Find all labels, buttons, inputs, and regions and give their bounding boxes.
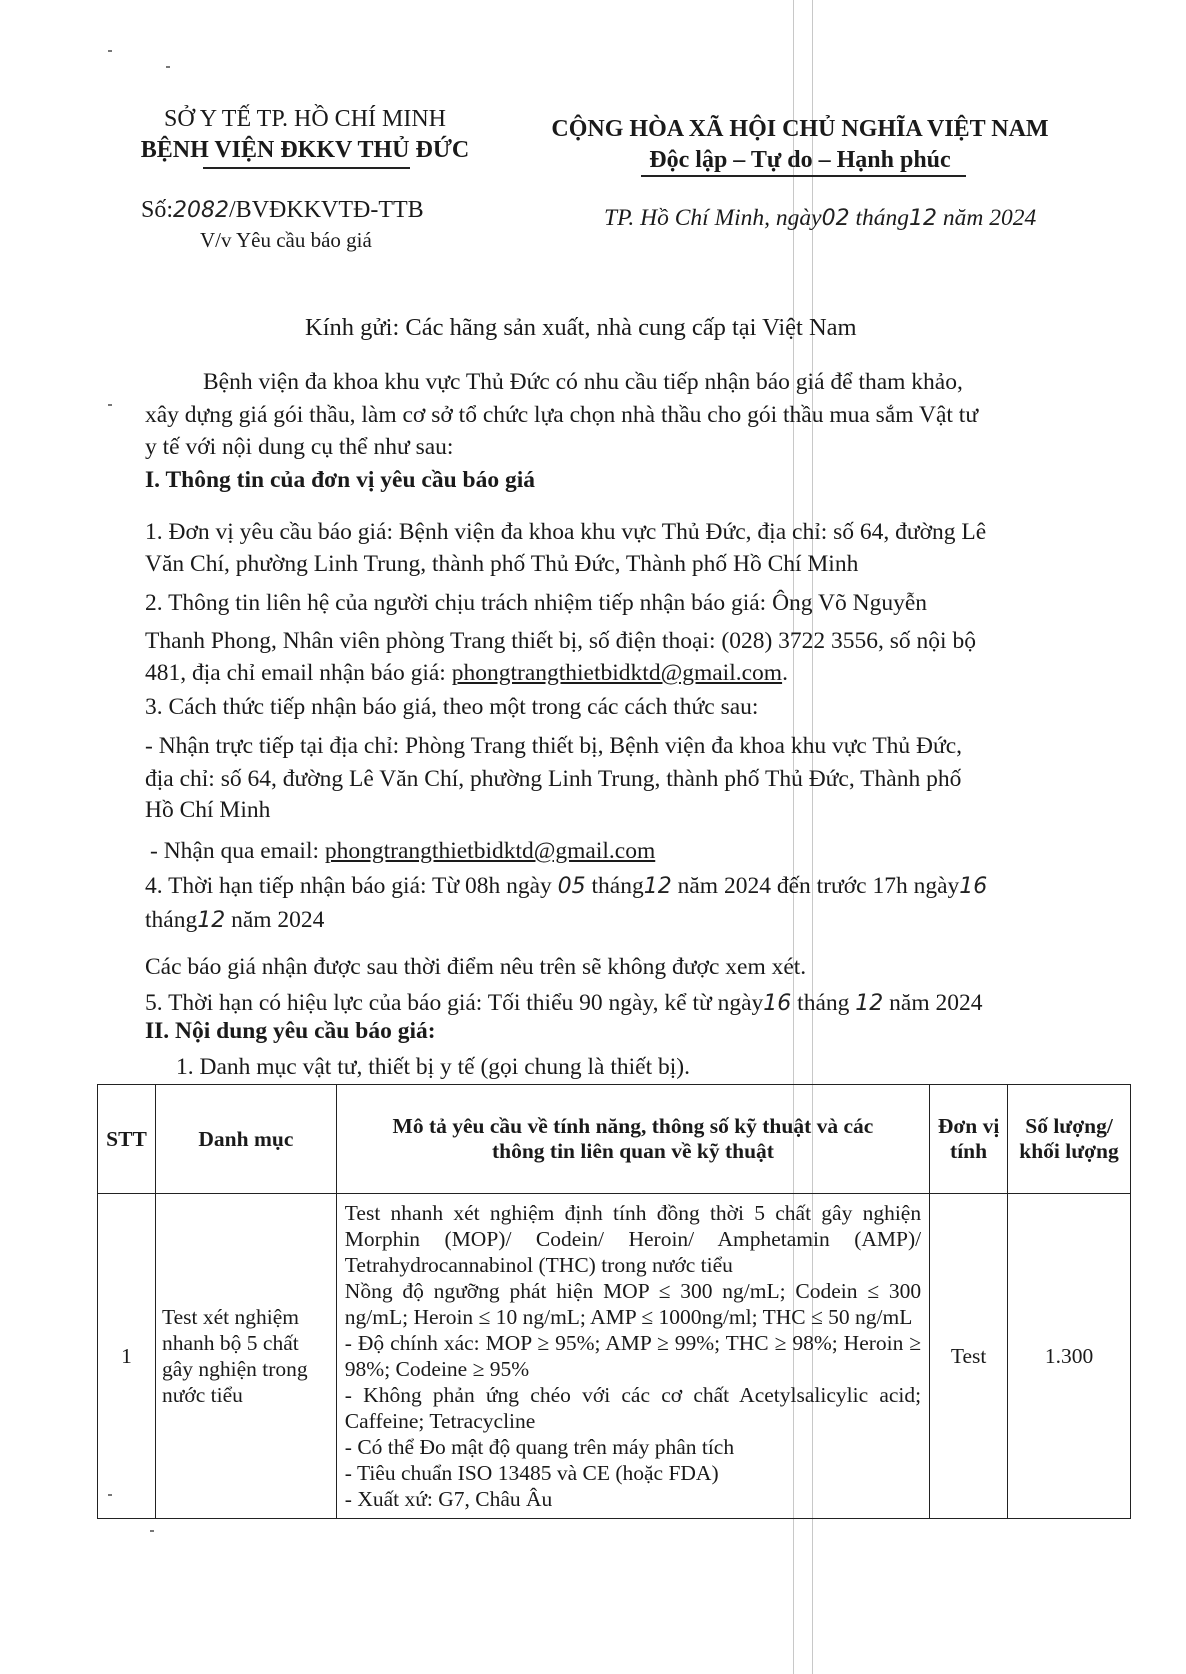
desc-line: - Không phản ứng chéo với các cơ chất Acetylsalicylic acid; Caffeine; Tetracycline — [344, 1383, 922, 1433]
handwritten-month: 12 — [909, 206, 938, 231]
national-motto: Độc lập – Tự do – Hạnh phúc — [649, 147, 951, 173]
handwritten-day: 16 — [763, 991, 792, 1016]
item-line — [150, 838, 655, 865]
item-line: 2. Thông tin liên hệ của người chịu trách nhiệm tiếp nhận báo giá: Ông Võ Nguyễn — [145, 590, 928, 616]
cell-mo-ta — [336, 1194, 929, 1519]
text: năm 2024 — [889, 990, 983, 1016]
desc-line: - Tiêu chuẩn ISO 13485 và CE (hoặc FDA) — [344, 1461, 719, 1485]
handwritten-month: 12 — [855, 991, 884, 1016]
hospital-name-underline — [203, 167, 410, 169]
intro-line: Bệnh viện đa khoa khu vực Thủ Đức có nhu cầu tiếp nhận báo giá để tham khảo, — [203, 369, 963, 395]
item-line: 1. Đơn vị yêu cầu báo giá: Bệnh viện đa khoa khu vực Thủ Đức, địa chỉ: số 64, đường Lê — [145, 519, 987, 545]
col-so-luong: Số lượng/ khối lượng — [1008, 1085, 1131, 1194]
desc-line: Nồng độ ngưỡng phát hiện MOP ≤ 300 ng/mL; Codein ≤ 300 ng/mL; Heroin ≤ 10 ng/mL; AMP ≤ 1000ng/ml; THC ≤ 50 ng/mL — [344, 1279, 922, 1329]
item-line: - Nhận trực tiếp tại địa chỉ: Phòng Trang thiết bị, Bệnh viện đa khoa khu vực Thủ Đức, — [145, 733, 963, 759]
item-line: Các báo giá nhận được sau thời điểm nêu trên sẽ không được xem xét. — [145, 954, 807, 980]
item-line — [145, 873, 987, 900]
table-row — [98, 1194, 1131, 1519]
text: tháng — [591, 873, 644, 899]
year-label: năm 2024 — [942, 205, 1037, 231]
email-link[interactable]: phongtrangthietbidktd@gmail.com — [451, 660, 783, 686]
document-number — [141, 197, 424, 224]
intro-line: xây dựng giá gói thầu, làm cơ sở tổ chức lựa chọn nhà thầu cho gói thầu mua sắm Vật tư — [145, 402, 979, 428]
national-motto-underline — [641, 175, 966, 177]
item-line: Văn Chí, phường Linh Trung, thành phố Thủ Đức, Thành phố Hồ Chí Minh — [145, 551, 859, 577]
handwritten-month: 12 — [643, 874, 672, 899]
email-link[interactable]: phongtrangthietbidktd@gmail.com — [324, 838, 656, 864]
item-line: 1. Danh mục vật tư, thiết bị y tế (gọi chung là thiết bị). — [176, 1054, 690, 1080]
item-line: 3. Cách thức tiếp nhận báo giá, theo một trong các cách thức sau: — [145, 694, 759, 720]
handwritten-day: 16 — [959, 874, 988, 899]
ministry-name: SỞ Y TẾ TP. HỒ CHÍ MINH — [163, 106, 447, 132]
desc-line: - Độ chính xác: MOP ≥ 95%; AMP ≥ 99%; THC ≥ 98%; Heroin ≥ 98%; Codeine ≥ 95% — [344, 1331, 922, 1381]
desc-line: - Có thể Đo mật độ quang trên máy phân tích — [344, 1435, 735, 1459]
email-dot: . — [782, 660, 788, 686]
table-header-row — [98, 1085, 1131, 1194]
scan-speck — [108, 404, 112, 406]
scan-speck — [150, 1530, 154, 1532]
text: tháng — [797, 990, 850, 1016]
handwritten-month: 12 — [197, 908, 226, 933]
section-title: I. Thông tin của đơn vị yêu cầu báo giá — [145, 467, 535, 493]
item-line — [145, 990, 982, 1017]
month-label: tháng — [855, 205, 910, 231]
document-subject: V/v Yêu cầu báo giá — [200, 228, 372, 252]
document-date — [604, 205, 1036, 232]
handwritten-day: 02 — [821, 206, 850, 231]
item-line — [145, 660, 788, 687]
email-label: - Nhận qua email: — [150, 838, 325, 864]
section-title: II. Nội dung yêu cầu báo giá: — [145, 1018, 436, 1044]
intro-line: y tế với nội dung cụ thể như sau: — [145, 434, 454, 460]
handwritten-number: 2082 — [173, 198, 230, 223]
scan-speck — [108, 50, 112, 52]
cell-so-luong: 1.300 — [1008, 1194, 1131, 1519]
national-title: CỘNG HÒA XÃ HỘI CHỦ NGHĨA VIỆT NAM — [551, 116, 1049, 142]
col-danh-muc: Danh mục — [155, 1085, 336, 1194]
cell-don-vi: Test — [930, 1194, 1008, 1519]
col-don-vi: Đơn vị tính — [930, 1085, 1008, 1194]
scan-speck — [166, 66, 170, 68]
item-line: địa chỉ: số 64, đường Lê Văn Chí, phường Linh Trung, thành phố Thủ Đức, Thành phố — [145, 766, 962, 792]
number-code: /BVĐKKVTĐ-TTB — [229, 197, 424, 223]
col-stt: STT — [98, 1085, 156, 1194]
cell-danh-muc: Test xét nghiệm nhanh bộ 5 chất gây nghiện trong nước tiểu — [155, 1194, 336, 1519]
cell-stt: 1 — [98, 1194, 156, 1519]
items-table — [97, 1084, 1131, 1519]
item-line — [145, 907, 324, 934]
col-mo-ta: Mô tả yêu cầu về tính năng, thông số kỹ thuật và các thông tin liên quan về kỹ thuật — [336, 1085, 929, 1194]
email-label: 481, địa chỉ email nhận báo giá: — [145, 660, 452, 686]
text: tháng — [145, 907, 198, 933]
item-line: Hồ Chí Minh — [145, 797, 271, 823]
handwritten-day: 05 — [557, 874, 586, 899]
hospital-name: BỆNH VIỆN ĐKKV THỦ ĐỨC — [140, 137, 470, 163]
text: 4. Thời hạn tiếp nhận báo giá: Từ 08h ngày — [145, 873, 552, 899]
date-prefix: TP. Hồ Chí Minh, ngày — [604, 205, 822, 231]
text: 5. Thời hạn có hiệu lực của báo giá: Tối thiểu 90 ngày, kể từ ngày — [145, 990, 764, 1016]
greeting: Kính gửi: Các hãng sản xuất, nhà cung cấp tại Việt Nam — [305, 314, 857, 341]
item-line: Thanh Phong, Nhân viên phòng Trang thiết bị, số điện thoại: (028) 3722 3556, số nội bộ — [145, 628, 976, 654]
desc-line: Test nhanh xét nghiệm định tính đồng thời 5 chất gây nghiện Morphin (MOP)/ Codein/ Heroin/ Amphetamin (AMP)/ Tetrahydrocannabinol (THC) trong nước tiểu — [344, 1201, 922, 1277]
number-label: Số: — [141, 197, 174, 223]
desc-line: - Xuất xứ: G7, Châu Âu — [344, 1487, 553, 1511]
text: năm 2024 — [231, 907, 325, 933]
text: năm 2024 đến trước 17h ngày — [677, 873, 960, 899]
